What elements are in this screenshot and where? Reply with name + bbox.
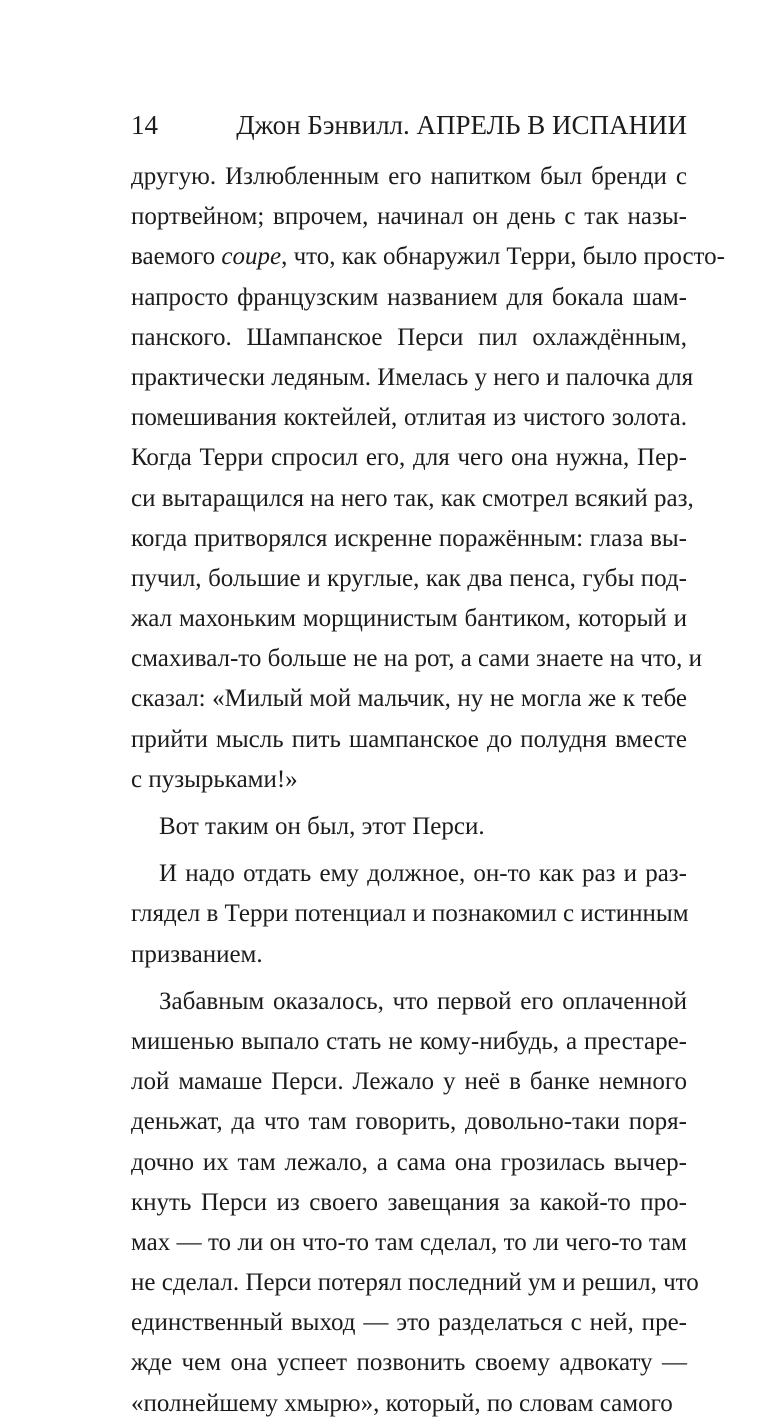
- text-line: единственный выход — это разделаться с ней, пре-: [131, 1309, 687, 1337]
- page-header: [131, 108, 687, 142]
- paragraph-gap: [131, 975, 687, 982]
- text-line: сказал: «Милый мой мальчик, ну не могла же к тебе: [131, 685, 687, 713]
- text-line: Вот таким он был, этот Перси.: [159, 813, 485, 840]
- text-line: глядел в Терри потенциал и познакомил с истинным: [131, 900, 689, 928]
- text-line: дочно их там лежало, а сама она грозилась вычер-: [131, 1148, 687, 1176]
- text-line: жал махоньким морщинистым бантиком, который и: [131, 605, 687, 633]
- text-line: жде чем она успеет позвонить своему адвокату —: [131, 1349, 687, 1377]
- paragraph: [131, 854, 687, 975]
- text-line: Забавным оказалось, что первой его оплаченной: [159, 987, 687, 1015]
- paragraph: [131, 807, 687, 847]
- running-title: Джон Бэнвилл. АПРЕЛЬ В ИСПАНИИ: [236, 110, 687, 140]
- text-line: смахивал-то больше не на рот, а сами знаете на что, и: [131, 645, 702, 673]
- text-line: панского. Шампанское Перси пил охлаждённым,: [131, 323, 687, 351]
- text-line: кнуть Перси из своего завещания за какой-то про-: [131, 1188, 687, 1216]
- text-line: портвейном; впрочем, начинал он день с так назы-: [131, 203, 687, 231]
- text-line: напросто французским названием для бокала шам-: [131, 283, 687, 311]
- text-line: И надо отдать ему должное, он-то как раз и раз-: [159, 860, 687, 888]
- text-line: не сделал. Перси потерял последний ум и решил, что: [131, 1269, 699, 1297]
- italic-word: coupe: [221, 243, 282, 271]
- text-line: мишенью выпало стать не кому-нибудь, а престаре-: [131, 1027, 687, 1055]
- text-line: с пузырьками!»: [131, 765, 298, 793]
- paragraph-gap: [131, 847, 687, 854]
- paragraph: [131, 982, 699, 1424]
- text-line: призванием.: [131, 940, 263, 968]
- text-line: лой мамаше Перси. Лежало у неё в банке немного: [131, 1068, 687, 1096]
- text-line: си вытаращился на него так, как смотрел всякий раз,: [131, 484, 694, 512]
- text-line: прийти мысль пить шампанское до полудня вместе: [131, 725, 687, 753]
- text-line: пучил, большие и круглые, как два пенса, губы под-: [131, 564, 687, 592]
- text-line: ваемого coupe, что, как обнаружил Терри, было просто-: [131, 243, 725, 271]
- text-line: деньжат, да что там говорить, довольно-таки поря-: [131, 1108, 687, 1136]
- text-line: Когда Терри спросил его, для чего она нужна, Пер-: [131, 444, 687, 472]
- text-line: практически ледяным. Имелась у него и палочка для: [131, 363, 694, 391]
- paragraph: [131, 157, 725, 800]
- page-number: 14: [131, 110, 158, 140]
- paragraph-gap: [131, 800, 687, 807]
- text-line: помешивания коктейлей, отлитая из чистого золота.: [131, 404, 687, 432]
- text-line: другую. Излюбленным его напитком был бренди с: [131, 163, 687, 190]
- text-line: «полнейшему хмырю», который, по словам самого: [131, 1389, 673, 1417]
- body-text: [131, 157, 725, 1424]
- text-line: мах — то ли он что-то там сделал, то ли чего-то там: [131, 1228, 687, 1256]
- text-line: когда притворялся искренне поражённым: глаза вы-: [131, 524, 687, 552]
